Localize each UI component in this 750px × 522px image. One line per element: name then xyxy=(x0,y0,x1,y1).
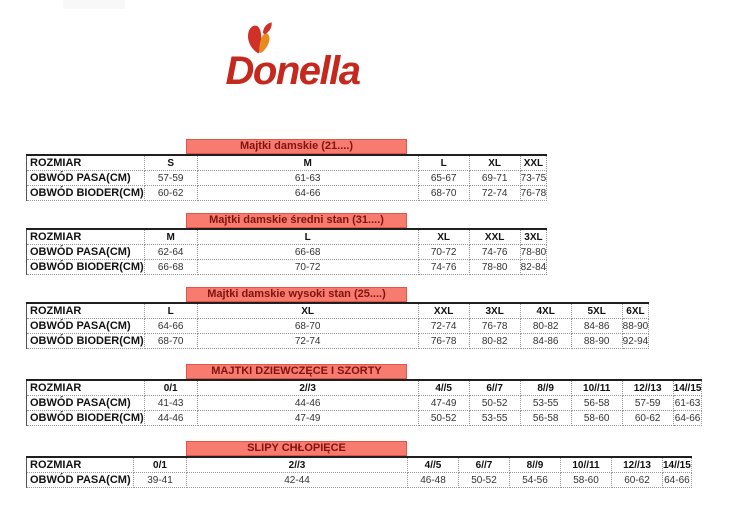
size-cell: 12//13 xyxy=(612,457,663,473)
measure-label: OBWÓD PASA(CM) xyxy=(27,171,145,186)
size-row xyxy=(27,457,692,473)
size-table xyxy=(26,213,547,275)
rozmiar-label: ROZMIAR xyxy=(27,303,145,319)
size-cell: 3XL xyxy=(469,303,520,319)
size-grid xyxy=(26,379,702,426)
size-grid xyxy=(26,228,547,275)
value-cell: 72-74 xyxy=(418,319,469,334)
size-cell: XL xyxy=(418,229,469,245)
logo-text: Donella xyxy=(225,49,360,93)
size-cell: L xyxy=(144,303,197,319)
rozmiar-label: ROZMIAR xyxy=(27,380,145,396)
value-cell: 62-64 xyxy=(144,245,197,260)
value-cell: 57-59 xyxy=(144,171,197,186)
tulip-flower-icon xyxy=(245,22,275,55)
size-cell: 12//13 xyxy=(622,380,673,396)
size-cell: 2//3 xyxy=(187,457,408,473)
value-cell: 74-76 xyxy=(418,260,469,275)
size-table xyxy=(26,364,702,426)
value-cell: 44-46 xyxy=(144,411,197,426)
table-title-banner: Majtki damskie średni stan (31....) xyxy=(186,213,407,228)
size-cell: XL xyxy=(197,303,418,319)
value-cell: 50-52 xyxy=(469,396,520,411)
size-row xyxy=(27,229,547,245)
size-table xyxy=(26,287,649,349)
value-cell: 50-52 xyxy=(418,411,469,426)
size-cell: 10//11 xyxy=(571,380,622,396)
size-cell: 3XL xyxy=(520,229,547,245)
value-cell: 54-56 xyxy=(510,473,561,488)
value-cell: 47-49 xyxy=(197,411,418,426)
size-cell: XXL xyxy=(469,229,520,245)
value-cell: 82-84 xyxy=(520,261,547,273)
size-cell: S xyxy=(144,155,197,171)
value-cell: 72-74 xyxy=(469,186,520,201)
value-cell: 88-90 xyxy=(571,334,622,349)
size-table xyxy=(26,139,547,201)
size-cell: XXL xyxy=(418,303,469,319)
size-row xyxy=(27,380,702,396)
value-cell: 61-63 xyxy=(197,171,418,186)
rozmiar-label: ROZMIAR xyxy=(27,155,145,171)
size-cell: M xyxy=(144,229,197,245)
size-cell: 4XL xyxy=(520,303,571,319)
size-cell: 14//15 xyxy=(663,457,692,473)
rozmiar-label: ROZMIAR xyxy=(27,229,145,245)
measure-row xyxy=(27,396,702,411)
measure-row xyxy=(27,186,547,201)
value-cell: 53-55 xyxy=(520,396,571,411)
value-cell: 66-68 xyxy=(197,245,418,260)
value-cell: 53-55 xyxy=(469,411,520,426)
size-cell: M xyxy=(197,155,418,171)
value-cell: 88-90 xyxy=(622,320,649,332)
size-row xyxy=(27,303,649,319)
value-cell: 68-70 xyxy=(197,319,418,334)
value-cell: 65-67 xyxy=(418,171,469,186)
size-cell: 6//7 xyxy=(469,380,520,396)
size-cell: 2//3 xyxy=(197,380,418,396)
value-cell: 78-80 xyxy=(469,260,520,275)
donella-logo xyxy=(205,22,380,93)
measure-label: OBWÓD PASA(CM) xyxy=(27,319,145,334)
value-cell: 72-74 xyxy=(197,334,418,349)
size-cell: 0/1 xyxy=(144,380,197,396)
size-cell: 6XL xyxy=(622,303,649,319)
measure-row xyxy=(27,171,547,186)
value-cell: 44-46 xyxy=(197,396,418,411)
value-cell: 84-86 xyxy=(520,334,571,349)
value-cell: 39-41 xyxy=(134,473,187,488)
size-cell: 4//5 xyxy=(418,380,469,396)
value-cell: 80-82 xyxy=(520,319,571,334)
value-cell: 47-49 xyxy=(418,396,469,411)
value-cell: 46-48 xyxy=(408,473,459,488)
measure-label: OBWÓD BIODER(CM) xyxy=(27,334,145,349)
measure-row xyxy=(27,411,702,426)
table-title-banner: Majtki damskie wysoki stan (25....) xyxy=(186,287,407,302)
value-cell: 64-66 xyxy=(144,319,197,334)
size-grid xyxy=(26,154,547,201)
value-cell: 58-60 xyxy=(571,411,622,426)
value-cell: 69-71 xyxy=(469,171,520,186)
value-cell: 74-76 xyxy=(469,245,520,260)
value-cell: 78-80 xyxy=(520,246,547,258)
measure-label: OBWÓD PASA(CM) xyxy=(27,245,145,260)
size-cell: 8//9 xyxy=(510,457,561,473)
size-cell: 5XL xyxy=(571,303,622,319)
value-cell: 60-62 xyxy=(144,186,197,201)
size-cell: 14//15 xyxy=(673,380,702,396)
size-grid xyxy=(26,456,692,488)
value-cell: 92-94 xyxy=(622,335,649,347)
value-cell: 41-43 xyxy=(144,396,197,411)
value-cell: 42-44 xyxy=(187,473,408,488)
measure-label: OBWÓD BIODER(CM) xyxy=(27,186,145,201)
value-cell: 60-62 xyxy=(612,473,663,488)
value-cell: 76-78 xyxy=(418,334,469,349)
measure-label: OBWÓD PASA(CM) xyxy=(27,396,145,411)
value-cell: 70-72 xyxy=(418,245,469,260)
size-table xyxy=(26,441,692,488)
size-cell: L xyxy=(418,155,469,171)
measure-row xyxy=(27,245,547,260)
size-cell: 6//7 xyxy=(459,457,510,473)
value-cell: 64-66 xyxy=(674,412,701,424)
measure-label: OBWÓD BIODER(CM) xyxy=(27,260,145,275)
value-cell: 76-78 xyxy=(469,319,520,334)
size-grid xyxy=(26,302,649,349)
rozmiar-label: ROZMIAR xyxy=(27,457,134,473)
value-cell: 61-63 xyxy=(674,397,701,409)
measure-row xyxy=(27,319,649,334)
value-cell: 50-52 xyxy=(459,473,510,488)
value-cell: 56-58 xyxy=(520,411,571,426)
value-cell: 64-66 xyxy=(664,474,690,486)
size-cell: 0/1 xyxy=(134,457,187,473)
value-cell: 66-68 xyxy=(144,260,197,275)
value-cell: 84-86 xyxy=(571,319,622,334)
size-cell: L xyxy=(197,229,418,245)
measure-row xyxy=(27,473,692,488)
measure-label: OBWÓD BIODER(CM) xyxy=(27,411,145,426)
measure-row xyxy=(27,260,547,275)
value-cell: 68-70 xyxy=(418,186,469,201)
size-cell: XXL xyxy=(520,155,547,171)
value-cell: 73-75 xyxy=(520,172,547,184)
table-title-banner: SLIPY CHŁOPIĘCE xyxy=(186,441,407,456)
value-cell: 76-78 xyxy=(520,187,547,199)
value-cell: 80-82 xyxy=(469,334,520,349)
value-cell: 70-72 xyxy=(197,260,418,275)
size-cell: 4//5 xyxy=(408,457,459,473)
value-cell: 60-62 xyxy=(622,411,673,426)
size-row xyxy=(27,155,547,171)
value-cell: 68-70 xyxy=(144,334,197,349)
measure-row xyxy=(27,334,649,349)
value-cell: 57-59 xyxy=(622,396,673,411)
value-cell: 58-60 xyxy=(561,473,612,488)
size-cell: XL xyxy=(469,155,520,171)
value-cell: 64-66 xyxy=(197,186,418,201)
table-title-banner: MAJTKI DZIEWCZĘCE I SZORTY xyxy=(186,364,407,379)
size-cell: 8//9 xyxy=(520,380,571,396)
value-cell: 56-58 xyxy=(571,396,622,411)
measure-label: OBWÓD PASA(CM) xyxy=(27,473,134,488)
size-cell: 10//11 xyxy=(561,457,612,473)
table-title-banner: Majtki damskie (21....) xyxy=(186,139,407,154)
scan-artifact xyxy=(63,0,125,9)
